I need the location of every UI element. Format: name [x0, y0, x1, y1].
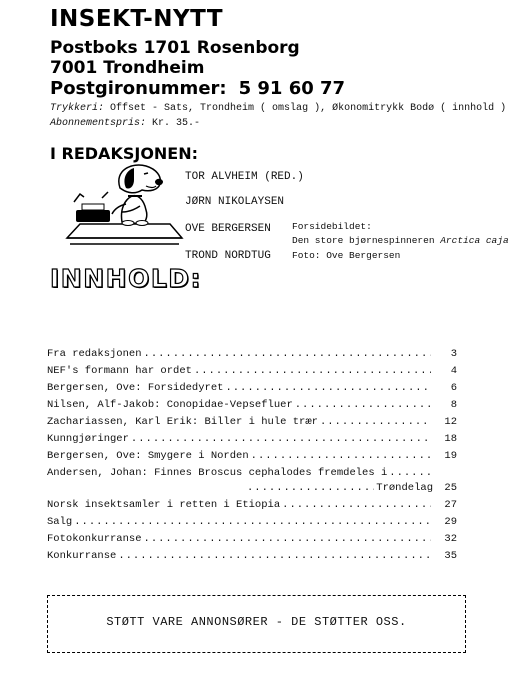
postgiro-label: Postgironummer:	[50, 78, 227, 99]
advertiser-support-text: STØTT VARE ANNONSØRER - DE STØTTER OSS.	[106, 615, 407, 629]
toc-entry	[47, 433, 457, 445]
toc-title: Salg	[47, 516, 73, 528]
toc-entry	[47, 399, 457, 411]
contents-heading: INNHOLD:	[50, 264, 203, 293]
toc-title: Bergersen, Ove: Smygere i Norden	[47, 450, 249, 462]
toc-entry	[47, 550, 457, 562]
postal-city: 7001 Trondheim	[50, 58, 205, 78]
toc-page: 29	[444, 516, 457, 528]
toc-entry	[47, 450, 457, 462]
toc-title: Norsk insektsamler i retten i Etiopia	[47, 499, 281, 511]
editor-name-1: TOR ALVHEIM (RED.)	[185, 171, 304, 183]
toc-page: 27	[444, 499, 457, 511]
toc-page: 12	[444, 416, 457, 428]
toc-entry	[47, 533, 457, 545]
printer-value: Offset - Sats, Trondheim ( omslag ), Økonomitrykk Bodø ( innhold )	[110, 103, 507, 114]
toc-page: 4	[450, 365, 457, 377]
cover-label: Forsidebildet:	[292, 221, 372, 232]
cover-photo-credit: Foto: Ove Bergersen	[292, 250, 401, 261]
toc-page: 25	[444, 482, 457, 494]
editor-name-2: JØRN NIKOLAYSEN	[185, 196, 285, 208]
cover-description	[292, 235, 509, 246]
editorial-heading: I REDAKSJONEN:	[50, 144, 199, 163]
postal-address: Postboks 1701 Rosenborg	[50, 38, 300, 58]
toc-entry	[47, 416, 457, 428]
toc-entry	[47, 516, 457, 528]
toc-title: Konkurranse	[47, 550, 117, 562]
toc-page: 8	[450, 399, 457, 411]
printer-line	[50, 103, 506, 114]
magazine-title: INSEKT-NYTT	[50, 6, 224, 32]
toc-entry-continued	[245, 482, 457, 494]
toc-title: Zachariassen, Karl Erik: Biller i hule trær	[47, 416, 318, 428]
toc-entry	[47, 467, 457, 479]
toc-title: NEF's formann har ordet	[47, 365, 192, 377]
editor-name-3: OVE BERGERSEN	[185, 223, 271, 235]
toc-title: Fotokonkurranse	[47, 533, 142, 545]
toc-entry	[47, 499, 457, 511]
printer-label: Trykkeri:	[50, 103, 105, 114]
editor-name-4: TROND NORDTUG	[185, 250, 271, 262]
toc-page: 3	[450, 348, 457, 360]
postgiro-line	[50, 78, 345, 99]
toc-title: Bergersen, Ove: Forsidedyret	[47, 382, 224, 394]
subscription-label: Abonnementspris:	[50, 118, 147, 129]
toc-title: Andersen, Johan: Finnes Broscus cephalodes fremdeles i	[47, 467, 388, 479]
toc-entry	[47, 382, 457, 394]
toc-title: Kunngjøringer	[47, 433, 129, 445]
toc-page: 19	[444, 450, 457, 462]
toc-page: 35	[444, 550, 457, 562]
toc-title: Fra redaksjonen	[47, 348, 142, 360]
cover-species: Arctica caja	[440, 235, 509, 246]
snoopy-typewriter-illustration	[62, 160, 187, 252]
subscription-line	[50, 118, 200, 129]
toc-entry	[47, 348, 457, 360]
toc-page: 18	[444, 433, 457, 445]
toc-page: 6	[450, 382, 457, 394]
toc-title: Nilsen, Alf-Jakob: Conopidae-Vepsefluer	[47, 399, 293, 411]
postgiro-number: 5 91 60 77	[238, 78, 346, 99]
toc-title: Trøndelag	[376, 482, 433, 494]
toc-page: 32	[444, 533, 457, 545]
subscription-value: Kr. 35.-	[152, 118, 201, 129]
cover-desc-prefix: Den store bjørnespinneren	[292, 235, 435, 246]
toc-entry	[47, 365, 457, 377]
